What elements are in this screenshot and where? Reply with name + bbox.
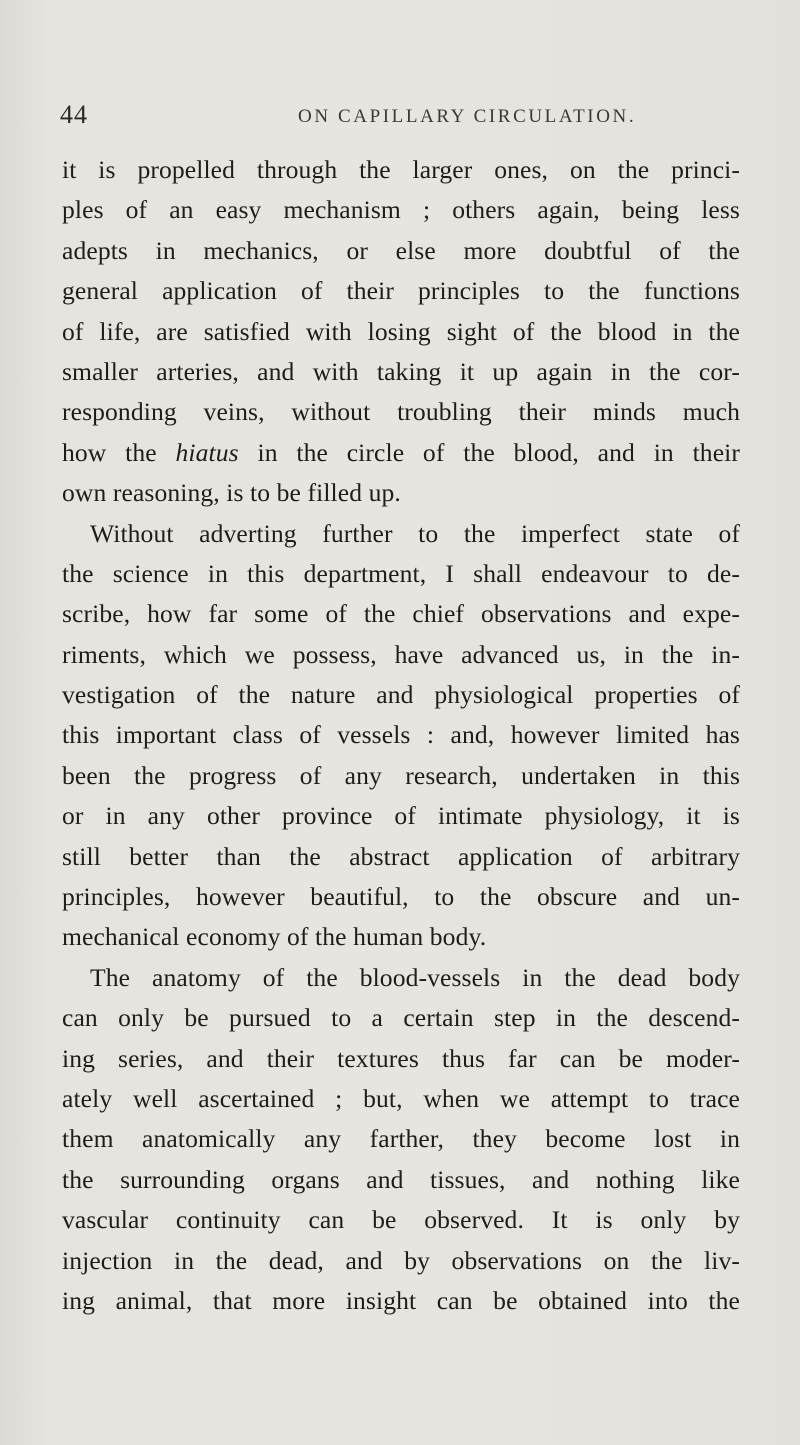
text-segment: in the circle of the blood, and in their xyxy=(238,437,740,467)
italic-term: hiatus xyxy=(175,437,239,467)
text-line: general application of their principles to the functions xyxy=(62,276,740,306)
text-line: of life, are satisfied with losing sight of the blood in the xyxy=(62,316,740,346)
text-line: it is propelled through the larger ones, on the princi- xyxy=(62,155,740,184)
text-line: principles, however beautiful, to the obscure and un- xyxy=(62,882,740,912)
text-line: vascular continuity can be observed. It is only by xyxy=(62,1205,740,1235)
text-line: the surrounding organs and tissues, and nothing like xyxy=(62,1164,740,1194)
running-head xyxy=(60,100,750,140)
text-line: riments, which we possess, have advanced us, in the in- xyxy=(62,639,740,669)
text-line: ing animal, that more insight can be obtained into the xyxy=(62,1285,740,1315)
paragraph-start-line: Without adverting further to the imperfect state of xyxy=(90,518,740,548)
text-line: or in any other province of intimate physiology, it is xyxy=(62,801,740,831)
text-line: the science in this department, I shall endeavour to de- xyxy=(62,558,740,588)
paragraph-end-line: own reasoning, is to be filled up. xyxy=(62,478,401,508)
text-line: ing series, and their textures thus far can be moder- xyxy=(62,1043,740,1073)
text-line: smaller arteries, and with taking it up again in the cor- xyxy=(62,356,740,386)
text-segment: how the xyxy=(62,437,176,467)
text-line: vestigation of the nature and physiological properties of xyxy=(62,680,740,710)
text-line: can only be pursued to a certain step in the descend- xyxy=(62,1003,740,1033)
text-line: them anatomically any farther, they become lost in xyxy=(62,1124,740,1154)
paragraph-end-line: mechanical economy of the human body. xyxy=(62,922,487,952)
text-line: this important class of vessels : and, however limited has xyxy=(62,720,740,750)
text-line-with-italic xyxy=(62,433,740,473)
text-line: been the progress of any research, undertaken in this xyxy=(62,760,740,790)
text-line: ples of an easy mechanism ; others again, being less xyxy=(62,195,740,225)
text-line: ately well ascertained ; but, when we attempt to trace xyxy=(62,1083,740,1113)
text-line: responding veins, without troubling their minds much xyxy=(62,397,740,427)
text-line: adepts in mechanics, or else more doubtful of the xyxy=(62,235,740,265)
text-line: still better than the abstract application of arbitrary xyxy=(62,841,740,871)
text-line: injection in the dead, and by observations on the liv- xyxy=(62,1245,740,1275)
running-head-title: ON CAPILLARY CIRCULATION. xyxy=(298,106,637,127)
page-number: 44 xyxy=(60,100,88,129)
body-text xyxy=(62,150,740,1321)
paragraph-start-line: The anatomy of the blood-vessels in the dead body xyxy=(90,962,740,992)
text-line: scribe, how far some of the chief observations and expe- xyxy=(62,599,740,629)
